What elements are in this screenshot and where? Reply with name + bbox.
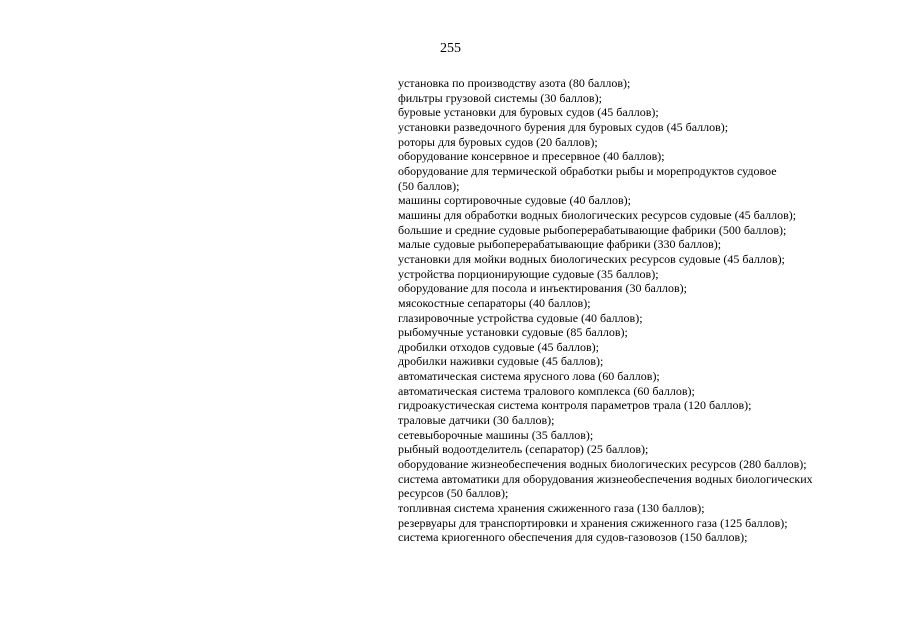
list-item: (50 баллов); bbox=[398, 178, 460, 193]
list-item: глазировочные устройства судовые (40 баллов); bbox=[398, 310, 643, 325]
list-item: устройства порционирующие судовые (35 баллов); bbox=[398, 266, 659, 281]
list-item: резервуары для транспортировки и хранения сжиженного газа (125 баллов); bbox=[398, 515, 788, 530]
list-item: рыбомучные установки судовые (85 баллов); bbox=[398, 325, 628, 340]
list-item: автоматическая система ярусного лова (60 баллов); bbox=[398, 369, 660, 384]
list-item: оборудование консервное и пресервное (40 баллов); bbox=[398, 149, 665, 164]
list-item: гидроакустическая система контроля параметров трала (120 баллов); bbox=[398, 398, 752, 413]
list-item: машины сортировочные судовые (40 баллов); bbox=[398, 193, 632, 208]
list-item: машины для обработки водных биологических ресурсов судовые (45 баллов); bbox=[398, 207, 797, 222]
list-item: установки разведочного бурения для буровых судов (45 баллов); bbox=[398, 119, 729, 134]
list-item: большие и средние судовые рыбоперерабатывающие фабрики (500 баллов); bbox=[398, 222, 787, 237]
list-item: оборудование для посола и инъектирования (30 баллов); bbox=[398, 281, 687, 296]
list-item: роторы для буровых судов (20 баллов); bbox=[398, 134, 598, 149]
list-item: траловые датчики (30 баллов); bbox=[398, 413, 555, 428]
list-item: автоматическая система тралового комплекса (60 баллов); bbox=[398, 383, 695, 398]
equipment-list bbox=[398, 76, 868, 545]
list-item: установки для мойки водных биологических ресурсов судовые (45 баллов); bbox=[398, 251, 785, 266]
list-item: оборудование для термической обработки рыбы и морепродуктов судовое bbox=[398, 163, 777, 178]
list-item: дробилки наживки судовые (45 баллов); bbox=[398, 354, 604, 369]
list-item: мясокостные сепараторы (40 баллов); bbox=[398, 295, 591, 310]
list-item: сетевыборочные машины (35 баллов); bbox=[398, 427, 594, 442]
list-item: оборудование жизнеобеспечения водных биологических ресурсов (280 баллов); bbox=[398, 457, 807, 472]
list-item: система криогенного обеспечения для судов-газовозов (150 баллов); bbox=[398, 530, 748, 545]
list-item: рыбный водоотделитель (сепаратор) (25 баллов); bbox=[398, 442, 649, 457]
list-item: ресурсов (50 баллов); bbox=[398, 486, 509, 501]
list-item: дробилки отходов судовые (45 баллов); bbox=[398, 339, 600, 354]
list-item: система автоматики для оборудования жизнеобеспечения водных биологических bbox=[398, 471, 813, 486]
list-item: установка по производству азота (80 баллов); bbox=[398, 76, 631, 90]
list-item: топливная система хранения сжиженного газа (130 баллов); bbox=[398, 501, 705, 516]
list-item: малые судовые рыбоперерабатывающие фабрики (330 баллов); bbox=[398, 237, 722, 252]
list-item: фильтры грузовой системы (30 баллов); bbox=[398, 90, 602, 105]
list-item: буровые установки для буровых судов (45 баллов); bbox=[398, 105, 659, 120]
page-number: 255 bbox=[440, 41, 461, 56]
